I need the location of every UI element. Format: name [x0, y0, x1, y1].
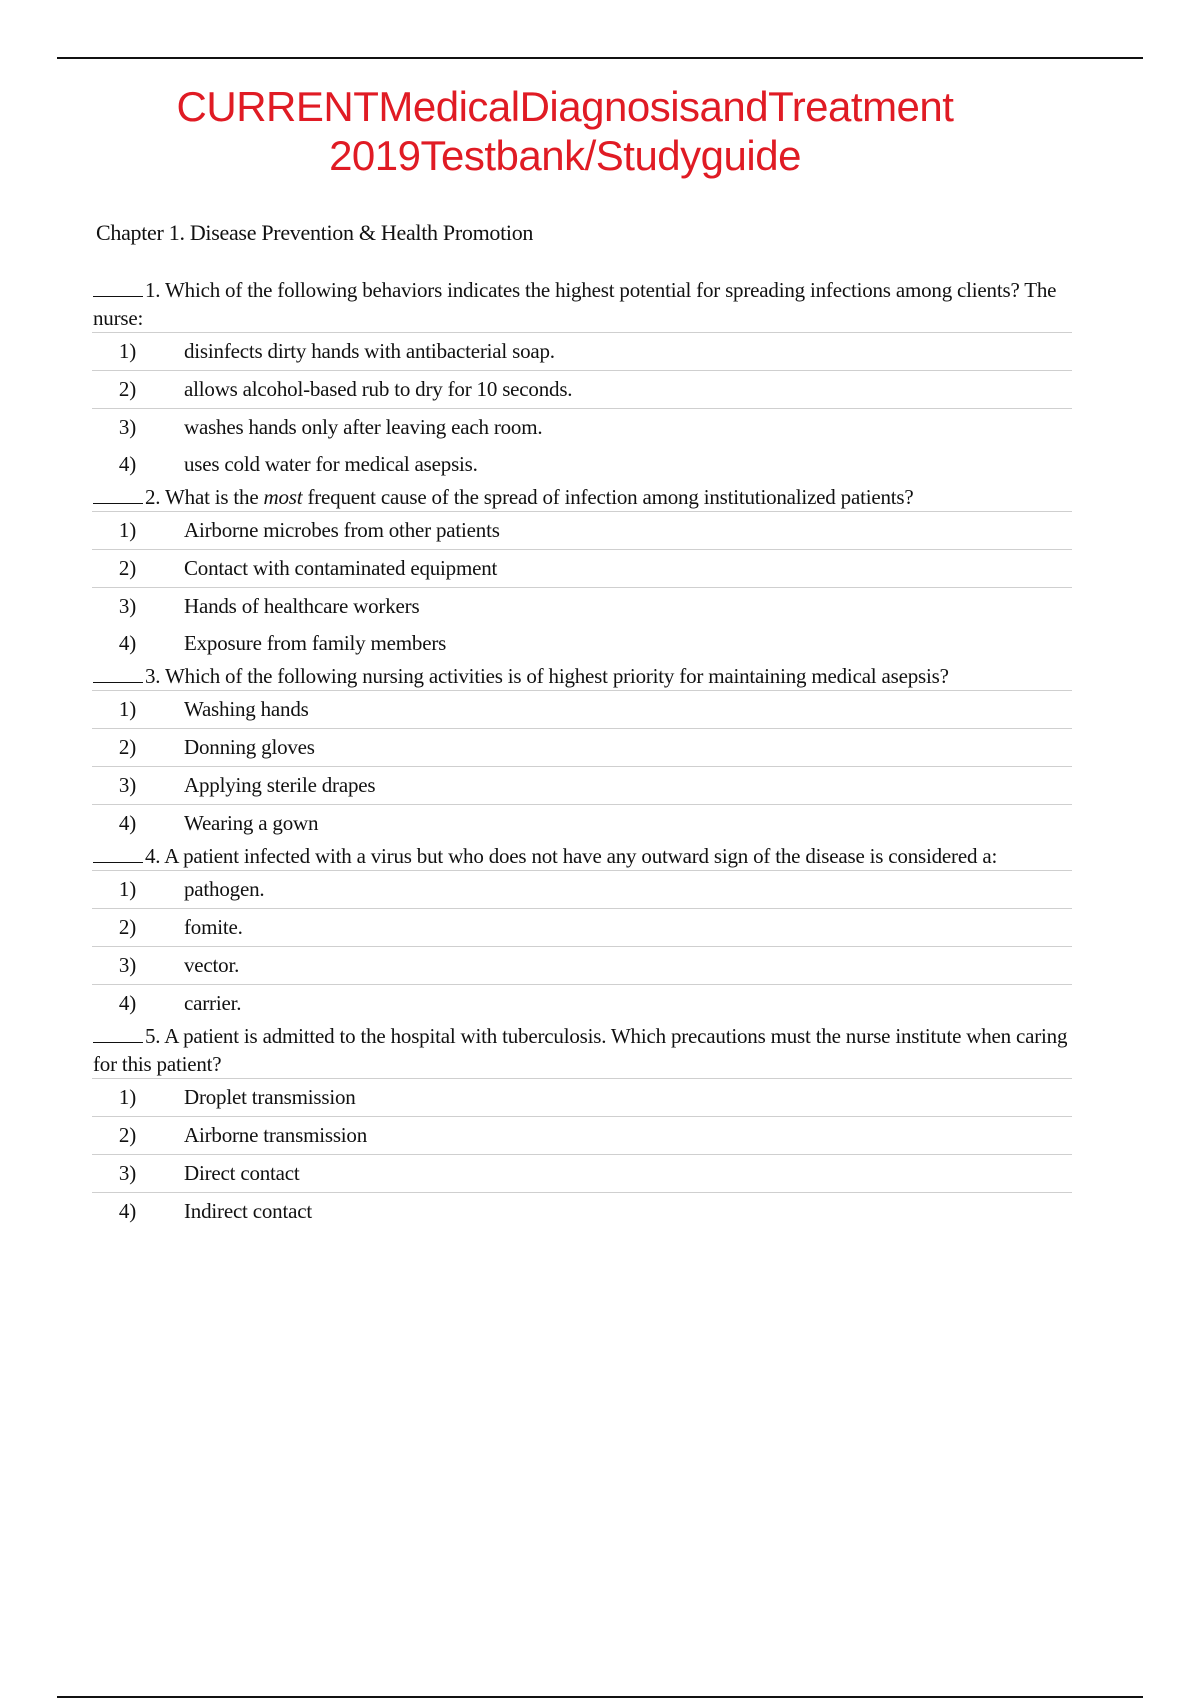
question-1 — [92, 276, 1072, 483]
option-text: Hands of healthcare workers — [184, 594, 420, 618]
option-number: 3) — [118, 1161, 136, 1185]
option-3 — [92, 1154, 1072, 1192]
question-text-end: frequent cause of the spread of infection among institutionalized patients? — [302, 485, 914, 509]
option-number: 1) — [118, 697, 136, 721]
top-rule — [57, 57, 1143, 59]
question-3 — [92, 662, 1072, 842]
option-number: 4) — [118, 1199, 136, 1223]
option-text: Donning gloves — [184, 735, 315, 759]
option-number: 3) — [118, 594, 136, 618]
option-4 — [92, 984, 1072, 1022]
option-number: 4) — [118, 452, 136, 476]
option-text: Direct contact — [184, 1161, 300, 1185]
question-number: 5. — [145, 1024, 161, 1048]
option-3 — [92, 408, 1072, 446]
option-1 — [92, 511, 1072, 549]
option-2 — [92, 370, 1072, 408]
option-list — [92, 870, 1072, 1022]
option-list — [92, 511, 1072, 662]
option-4 — [92, 625, 1072, 662]
title-line-1: CURRENTMedicalDiagnosisandTreatment — [176, 83, 954, 130]
question-list — [92, 276, 1072, 1230]
option-2 — [92, 549, 1072, 587]
option-list — [92, 690, 1072, 842]
question-4 — [92, 842, 1072, 1022]
option-number: 4) — [118, 811, 136, 835]
option-text: pathogen. — [184, 877, 265, 901]
answer-blank[interactable] — [93, 1024, 143, 1043]
question-stem — [92, 842, 1072, 870]
option-text: vector. — [184, 953, 240, 977]
option-text: Washing hands — [184, 697, 309, 721]
option-text: Airborne transmission — [184, 1123, 368, 1147]
question-5 — [92, 1022, 1072, 1230]
option-text: washes hands only after leaving each room. — [184, 415, 543, 439]
option-text: Wearing a gown — [184, 811, 319, 835]
option-4 — [92, 446, 1072, 483]
question-number: 1. — [145, 278, 161, 302]
option-3 — [92, 766, 1072, 804]
option-text: Exposure from family members — [184, 631, 447, 655]
option-number: 1) — [118, 877, 136, 901]
option-number: 2) — [118, 915, 136, 939]
question-text: Which of the following nursing activities is of highest priority for maintaining medical asepsis? — [165, 664, 949, 688]
option-number: 4) — [118, 991, 136, 1015]
question-text: Which of the following behaviors indicates the highest potential for spreading infections among clients? The nurse: — [93, 278, 1057, 330]
answer-blank[interactable] — [93, 664, 143, 683]
title-line-2: 2019Testbank/Studyguide — [329, 132, 801, 179]
question-emphasis: most — [263, 485, 303, 509]
option-text: Contact with contaminated equipment — [184, 556, 498, 580]
question-2 — [92, 483, 1072, 662]
question-stem — [92, 662, 1072, 690]
option-text: allows alcohol-based rub to dry for 10 seconds. — [184, 377, 573, 401]
option-number: 2) — [118, 556, 136, 580]
option-2 — [92, 728, 1072, 766]
option-1 — [92, 1078, 1072, 1116]
option-list — [92, 1078, 1072, 1230]
question-number: 3. — [145, 664, 161, 688]
answer-blank[interactable] — [93, 278, 143, 297]
option-text: Airborne microbes from other patients — [184, 518, 500, 542]
option-1 — [92, 332, 1072, 370]
option-number: 4) — [118, 631, 136, 655]
option-1 — [92, 690, 1072, 728]
question-text: A patient is admitted to the hospital with tuberculosis. Which precautions must the nurse institute when caring for this patient? — [93, 1024, 1068, 1076]
option-number: 2) — [118, 1123, 136, 1147]
question-stem — [92, 276, 1072, 332]
option-text: disinfects dirty hands with antibacterial soap. — [184, 339, 555, 363]
option-text: Droplet transmission — [184, 1085, 356, 1109]
option-2 — [92, 908, 1072, 946]
option-text: uses cold water for medical asepsis. — [184, 452, 478, 476]
question-text: A patient infected with a virus but who does not have any outward sign of the disease is considered a: — [164, 844, 998, 868]
option-text: Indirect contact — [184, 1199, 312, 1223]
answer-blank[interactable] — [93, 485, 143, 504]
document-title — [0, 82, 1130, 180]
option-text: carrier. — [184, 991, 242, 1015]
option-text: fomite. — [184, 915, 243, 939]
option-1 — [92, 870, 1072, 908]
option-3 — [92, 587, 1072, 625]
chapter-heading: Chapter 1. Disease Prevention & Health Promotion — [96, 220, 534, 245]
question-number: 4. — [145, 844, 161, 868]
bottom-rule — [57, 1696, 1143, 1698]
question-text-start: What is the — [165, 485, 264, 509]
option-number: 1) — [118, 518, 136, 542]
option-number: 1) — [118, 1085, 136, 1109]
question-number: 2. — [145, 485, 161, 509]
option-4 — [92, 1192, 1072, 1230]
option-number: 1) — [118, 339, 136, 363]
option-4 — [92, 804, 1072, 842]
option-number: 2) — [118, 377, 136, 401]
answer-blank[interactable] — [93, 844, 143, 863]
question-stem — [92, 483, 1072, 511]
option-text: Applying sterile drapes — [184, 773, 376, 797]
option-2 — [92, 1116, 1072, 1154]
option-number: 2) — [118, 735, 136, 759]
option-number: 3) — [118, 773, 136, 797]
question-stem — [92, 1022, 1072, 1078]
option-list — [92, 332, 1072, 483]
option-number: 3) — [118, 415, 136, 439]
option-number: 3) — [118, 953, 136, 977]
option-3 — [92, 946, 1072, 984]
